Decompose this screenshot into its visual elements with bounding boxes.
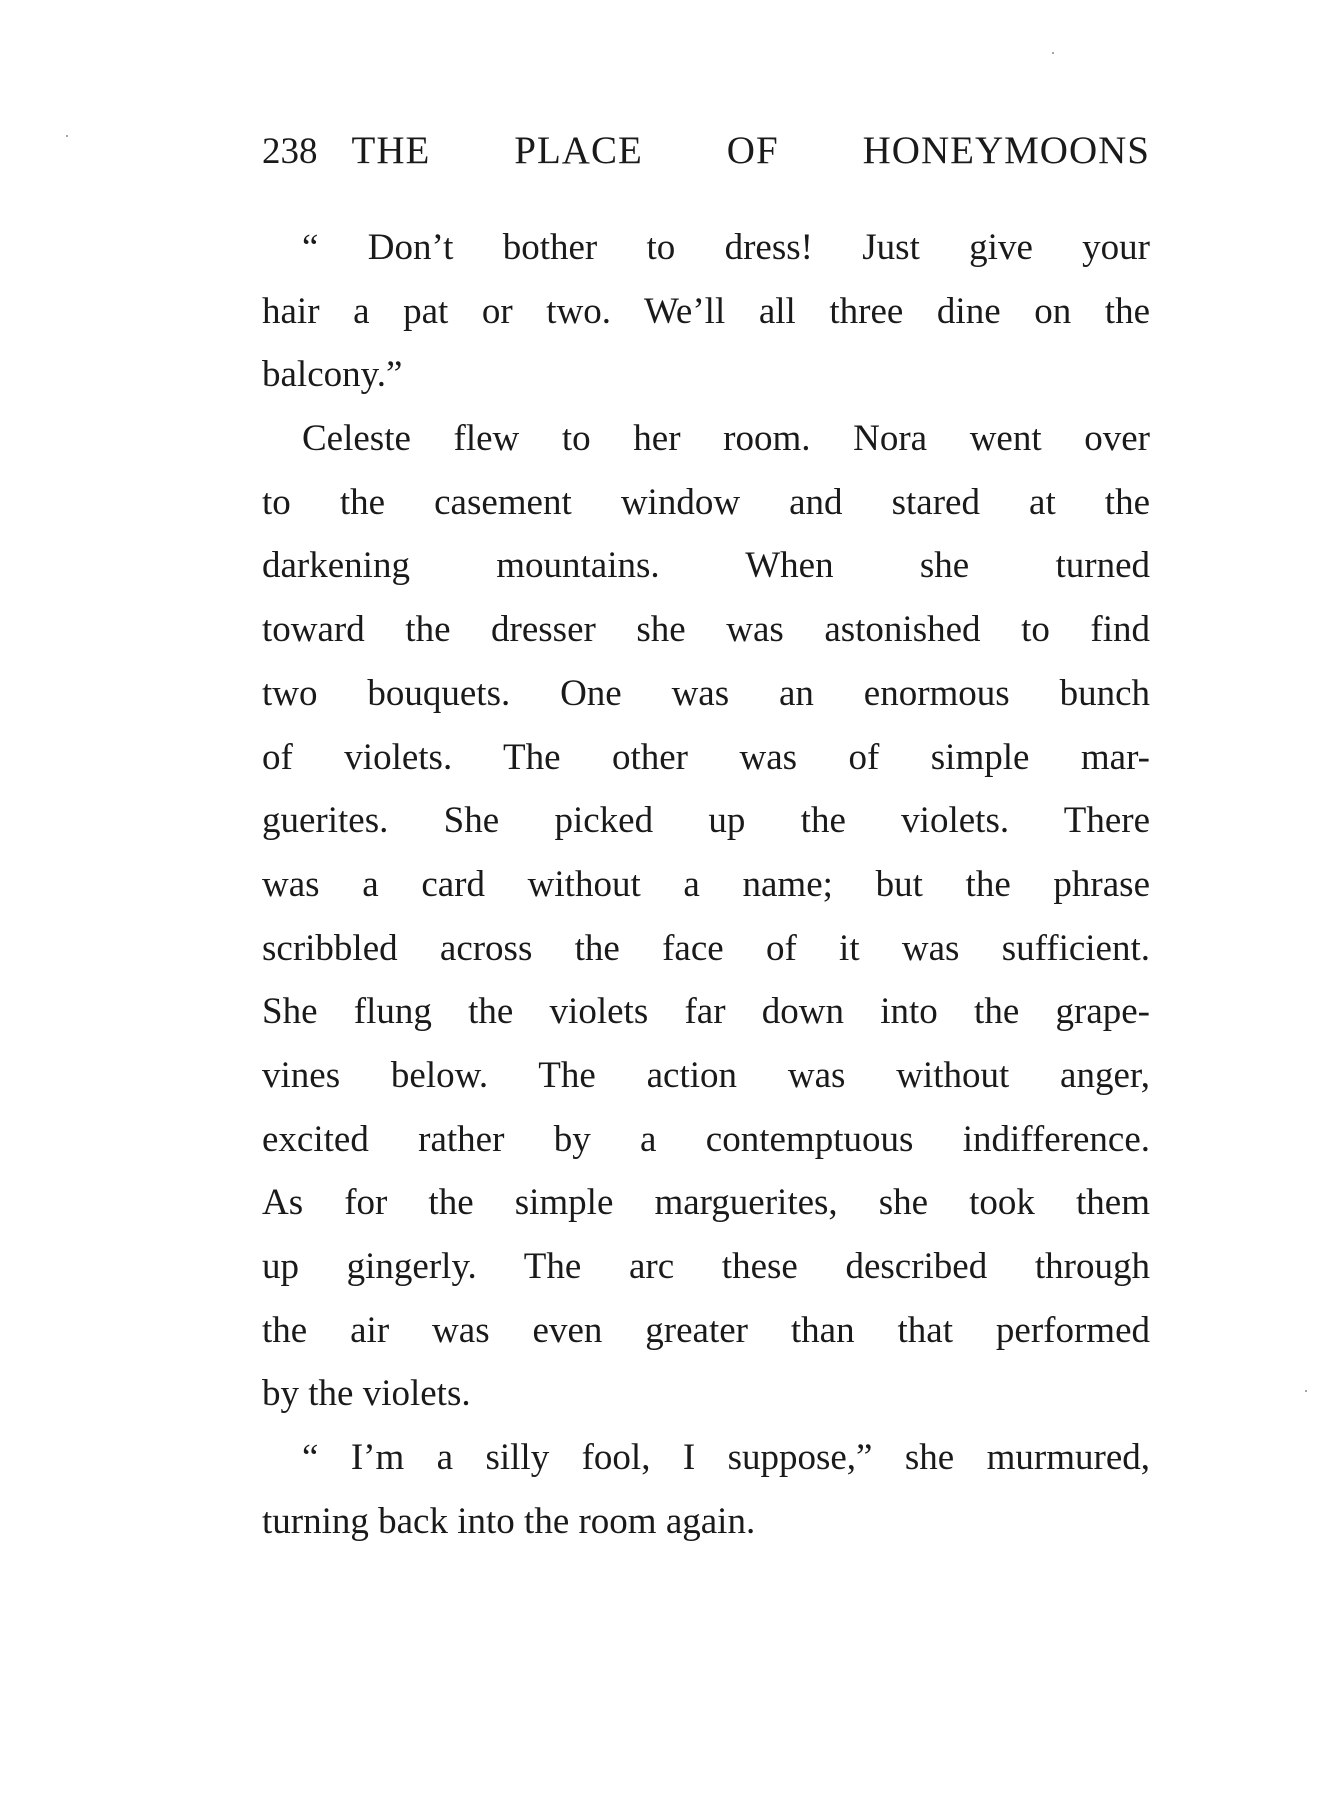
text-line: to the casement window and stared at the	[262, 481, 1150, 523]
text-line: darkening mountains. When she turned	[262, 545, 1150, 587]
text-line: up gingerly. The arc these described through	[262, 1246, 1150, 1287]
text-line: scribbled across the face of it was sufficient.	[262, 927, 1150, 969]
running-head-title: THE PLACE OF HONEYMOONS	[351, 129, 1150, 172]
scan-speck	[1052, 52, 1054, 54]
text-line: Celeste flew to her room. Nora went over	[302, 418, 1150, 460]
text-line: was a card without a name; but the phrase	[262, 863, 1150, 905]
text-line: by the violets.	[262, 1373, 471, 1415]
running-header	[262, 128, 1150, 178]
text-line: the air was even greater than that performed	[262, 1309, 1150, 1351]
scan-speck	[1305, 1390, 1307, 1392]
text-line: “ I’m a silly fool, I suppose,” she murmured,	[302, 1437, 1150, 1479]
text-line: hair a pat or two. We’ll all three dine on the	[262, 290, 1150, 332]
text-line: guerites. She picked up the violets. There	[262, 800, 1150, 842]
text-line: turning back into the room again.	[262, 1500, 756, 1542]
text-line: As for the simple marguerites, she took them	[262, 1182, 1150, 1224]
text-line: balcony.”	[262, 354, 403, 396]
text-line: two bouquets. One was an enormous bunch	[262, 672, 1150, 714]
text-line: vines below. The action was without anger,	[262, 1054, 1150, 1096]
text-line: “ Don’t bother to dress! Just give your	[302, 227, 1150, 268]
page-body-text	[262, 216, 1150, 1553]
page-number: 238	[262, 131, 318, 172]
text-line: excited rather by a contemptuous indifference.	[262, 1118, 1150, 1160]
text-line: of violets. The other was of simple mar-	[262, 736, 1150, 778]
text-line: toward the dresser she was astonished to find	[262, 609, 1150, 651]
scan-speck	[66, 135, 68, 137]
text-line: She flung the violets far down into the grape-	[262, 991, 1150, 1033]
